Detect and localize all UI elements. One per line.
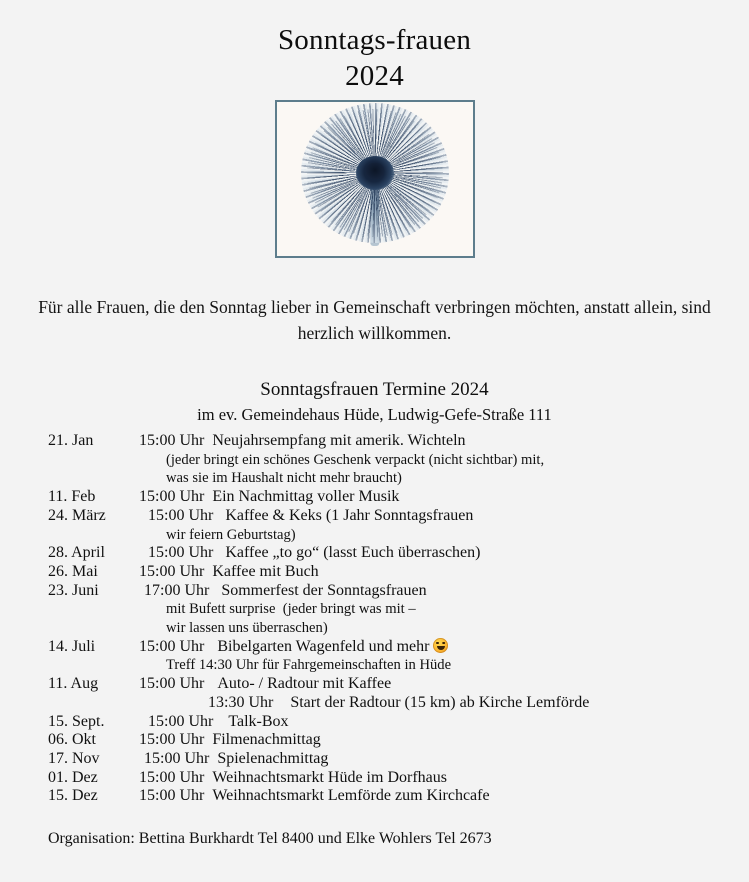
schedule-event-date: 15. Dez	[48, 787, 98, 805]
schedule-section	[0, 376, 749, 806]
schedule-event-time: 15:00 Uhr	[148, 544, 214, 562]
schedule-event-description: Talk-Box	[228, 712, 289, 730]
schedule-event-description: Kaffee mit Buch	[212, 562, 319, 580]
schedule-event-description: Spielenachmittag	[217, 749, 329, 767]
schedule-note-line	[48, 451, 749, 470]
schedule-event-time: 15:00 Uhr	[139, 787, 205, 805]
schedule-rows	[0, 432, 749, 806]
schedule-event-row	[48, 432, 749, 451]
schedule-event-row	[48, 544, 749, 563]
schedule-note-line	[48, 526, 749, 545]
schedule-event-row	[48, 675, 749, 694]
schedule-note-text: was sie im Haushalt nicht mehr braucht)	[166, 470, 402, 487]
intro-paragraph: Für alle Frauen, die den Sonntag lieber in Gemeinschaft verbringen möchten, anstatt allein, sind herzlich willkommen.	[38, 297, 711, 343]
schedule-event-time: 15:00 Uhr	[139, 637, 205, 655]
schedule-event-date: 11. Feb	[48, 488, 96, 506]
schedule-event-row	[48, 694, 749, 713]
schedule-venue: im ev. Gemeindehaus Hüde, Ludwig-Gefe-Straße 111	[197, 405, 552, 424]
schedule-event-row	[48, 731, 749, 750]
schedule-event-date: 17. Nov	[48, 749, 100, 767]
gerbera-flower-graphic	[301, 103, 449, 243]
schedule-event-description: Ein Nachmittag voller Musik	[212, 488, 400, 506]
schedule-event-row	[48, 507, 749, 526]
page-title	[0, 0, 749, 94]
schedule-event-row	[48, 563, 749, 582]
schedule-note-line	[48, 600, 749, 619]
flower-image-container	[0, 100, 749, 258]
schedule-event-time: 15:00 Uhr	[139, 488, 205, 506]
organisation-footer: Organisation: Bettina Burkhardt Tel 8400 und Elke Wohlers Tel 2673	[48, 830, 492, 848]
smiley-face-icon	[433, 638, 448, 653]
schedule-event-row	[48, 638, 749, 657]
schedule-event-time: 15:00 Uhr	[144, 749, 210, 767]
schedule-note-text: Treff 14:30 Uhr für Fahrgemeinschaften in Hüde	[166, 657, 452, 674]
schedule-event-time: 15:00 Uhr	[148, 506, 214, 524]
schedule-event-description: Filmenachmittag	[212, 731, 321, 749]
schedule-note-text: (jeder bringt ein schönes Geschenk verpackt (nicht sichtbar) mit,	[166, 451, 545, 468]
schedule-event-time: 15:00 Uhr	[139, 675, 205, 693]
schedule-event-date: 23. Juni	[48, 581, 99, 599]
flower-photo-frame	[275, 100, 475, 258]
schedule-note-text: wir lassen uns überraschen)	[166, 620, 328, 637]
schedule-event-row	[48, 769, 749, 788]
schedule-note-text: mit Bufett surprise (jeder bringt was mit –	[166, 601, 416, 618]
schedule-event-date: 11. Aug	[48, 675, 99, 693]
schedule-heading: Sonntagsfrauen Termine 2024	[260, 379, 489, 400]
schedule-event-description: Bibelgarten Wagenfeld und mehr	[217, 637, 430, 655]
schedule-event-row	[48, 713, 749, 732]
schedule-event-time: 15:00 Uhr	[148, 712, 214, 730]
schedule-event-row	[48, 750, 749, 769]
schedule-event-time: 15:00 Uhr	[139, 731, 205, 749]
schedule-event-description: Weihnachtsmarkt Hüde im Dorfhaus	[212, 768, 447, 786]
schedule-event-description: Neujahrsempfang mit amerik. Wichteln	[212, 432, 466, 449]
schedule-note-line	[48, 469, 749, 488]
schedule-note-line	[48, 619, 749, 638]
schedule-event-description: Start der Radtour (15 km) ab Kirche Lemförde	[290, 693, 590, 711]
schedule-event-date: 28. April	[48, 544, 105, 562]
schedule-event-description: Sommerfest der Sonntagsfrauen	[221, 581, 427, 599]
title-line-2: 2024	[345, 60, 404, 92]
schedule-event-date: 01. Dez	[48, 768, 98, 786]
schedule-note-line	[48, 656, 749, 675]
schedule-event-date: 21. Jan	[48, 432, 94, 449]
schedule-event-row	[48, 488, 749, 507]
flower-core-center	[365, 163, 384, 180]
schedule-event-row	[48, 787, 749, 806]
title-line-1: Sonntags-frauen	[277, 24, 472, 56]
schedule-event-time: 13:30 Uhr	[208, 693, 274, 711]
schedule-event-time: 15:00 Uhr	[139, 562, 205, 580]
schedule-event-time: 17:00 Uhr	[144, 581, 210, 599]
schedule-event-time: 15:00 Uhr	[139, 768, 205, 786]
schedule-note-text: wir feiern Geburtstag)	[166, 526, 296, 543]
schedule-event-time: 15:00 Uhr	[139, 432, 205, 449]
schedule-event-description: Kaffee „to go“ (lasst Euch überraschen)	[225, 544, 481, 562]
schedule-event-row	[48, 582, 749, 601]
schedule-event-description: Auto- / Radtour mit Kaffee	[217, 675, 392, 693]
flower-photo	[277, 102, 473, 256]
schedule-event-date: 06. Okt	[48, 731, 96, 749]
schedule-event-date: 15. Sept.	[48, 712, 105, 730]
schedule-event-date: 14. Juli	[48, 637, 96, 655]
schedule-event-date: 26. Mai	[48, 562, 98, 580]
schedule-event-description: Weihnachtsmarkt Lemförde zum Kirchcafe	[212, 787, 490, 805]
schedule-event-date: 24. März	[48, 506, 106, 524]
schedule-event-description: Kaffee & Keks (1 Jahr Sonntagsfrauen	[225, 506, 474, 524]
